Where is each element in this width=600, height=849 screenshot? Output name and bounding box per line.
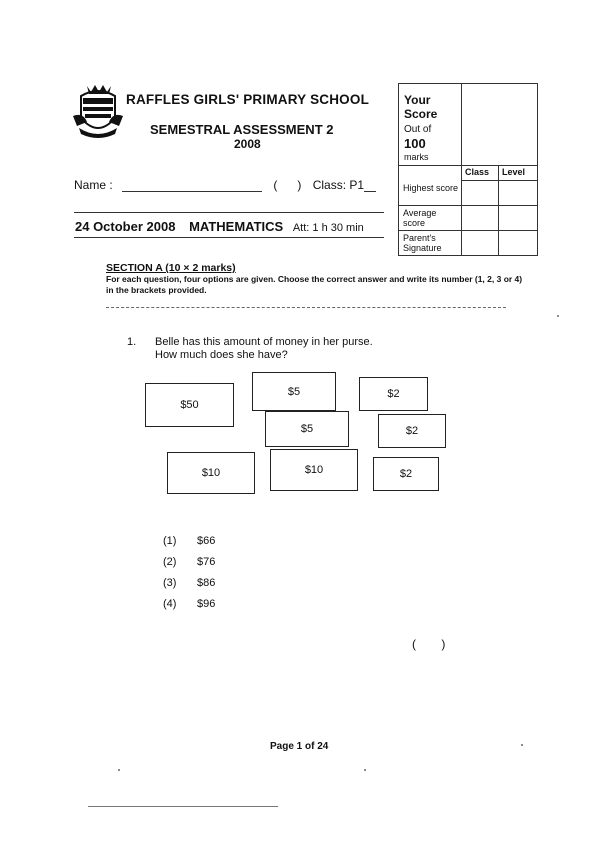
question-text — [155, 336, 373, 362]
section-title: SECTION A (10 × 2 marks) — [106, 262, 236, 274]
parent-signature-label: Parent's Signature — [403, 233, 442, 253]
option-number: (4) — [163, 598, 177, 610]
highest-score-label: Highest score — [403, 183, 459, 193]
banknote-10: $10 — [270, 449, 358, 491]
index-bracket[interactable]: ( ) — [273, 178, 302, 192]
option-1 — [163, 535, 215, 547]
date-row — [75, 219, 364, 234]
page-number: Page 1 of 24 — [270, 741, 329, 752]
name-row — [74, 178, 376, 192]
divider — [74, 212, 384, 213]
your-score-label: Your Score — [404, 93, 438, 121]
divider — [106, 307, 506, 308]
option-text: $66 — [197, 535, 216, 547]
level-column-header: Level — [502, 167, 526, 177]
school-name: RAFFLES GIRLS' PRIMARY SCHOOL — [126, 92, 370, 107]
banknote-5: $5 — [265, 411, 349, 447]
banknote-50: $50 — [145, 383, 234, 427]
score-box — [398, 83, 538, 256]
average-score-label: Average score — [403, 208, 437, 228]
out-of-label: Out of — [404, 124, 432, 135]
question-number: 1. — [127, 336, 137, 348]
option-3 — [163, 577, 215, 589]
duration: Att: 1 h 30 min — [292, 222, 364, 234]
school-crest-icon — [73, 82, 123, 140]
option-number: (2) — [163, 556, 177, 568]
scan-speck — [557, 315, 559, 317]
scan-line — [88, 806, 278, 807]
name-label: Name : — [74, 178, 113, 192]
marks-label: marks — [404, 152, 429, 162]
option-number: (1) — [163, 535, 177, 547]
scan-speck — [364, 769, 366, 771]
exam-date: 24 October 2008 — [75, 219, 176, 234]
option-2 — [163, 556, 215, 568]
option-text: $86 — [197, 577, 216, 589]
option-number: (3) — [163, 577, 177, 589]
banknote-2: $2 — [378, 414, 446, 448]
option-text: $76 — [197, 556, 216, 568]
question-line-2: How much does she have? — [155, 349, 288, 361]
name-field[interactable] — [122, 191, 262, 192]
class-field[interactable] — [364, 191, 376, 192]
class-column-header: Class — [465, 167, 490, 177]
scan-speck — [118, 769, 120, 771]
subject: MATHEMATICS — [189, 219, 284, 234]
banknote-2: $2 — [373, 457, 439, 491]
option-4 — [163, 598, 215, 610]
answer-bracket[interactable]: ( ) — [412, 637, 446, 651]
class-label: Class: P1 — [312, 178, 365, 192]
divider — [74, 237, 384, 238]
total-marks: 100 — [404, 136, 426, 151]
exam-title: SEMESTRAL ASSESSMENT 2 — [150, 122, 334, 137]
banknote-5: $5 — [252, 372, 336, 411]
banknote-2: $2 — [359, 377, 428, 411]
question-line-1: Belle has this amount of money in her purse. — [155, 336, 373, 348]
scan-speck — [521, 744, 523, 746]
section-instructions: For each question, four options are given. Choose the correct answer and write its number (1, 2, 3 or 4) in the brackets provided. — [106, 274, 523, 295]
banknote-10: $10 — [167, 452, 255, 494]
exam-year: 2008 — [234, 137, 261, 151]
option-text: $96 — [197, 598, 216, 610]
